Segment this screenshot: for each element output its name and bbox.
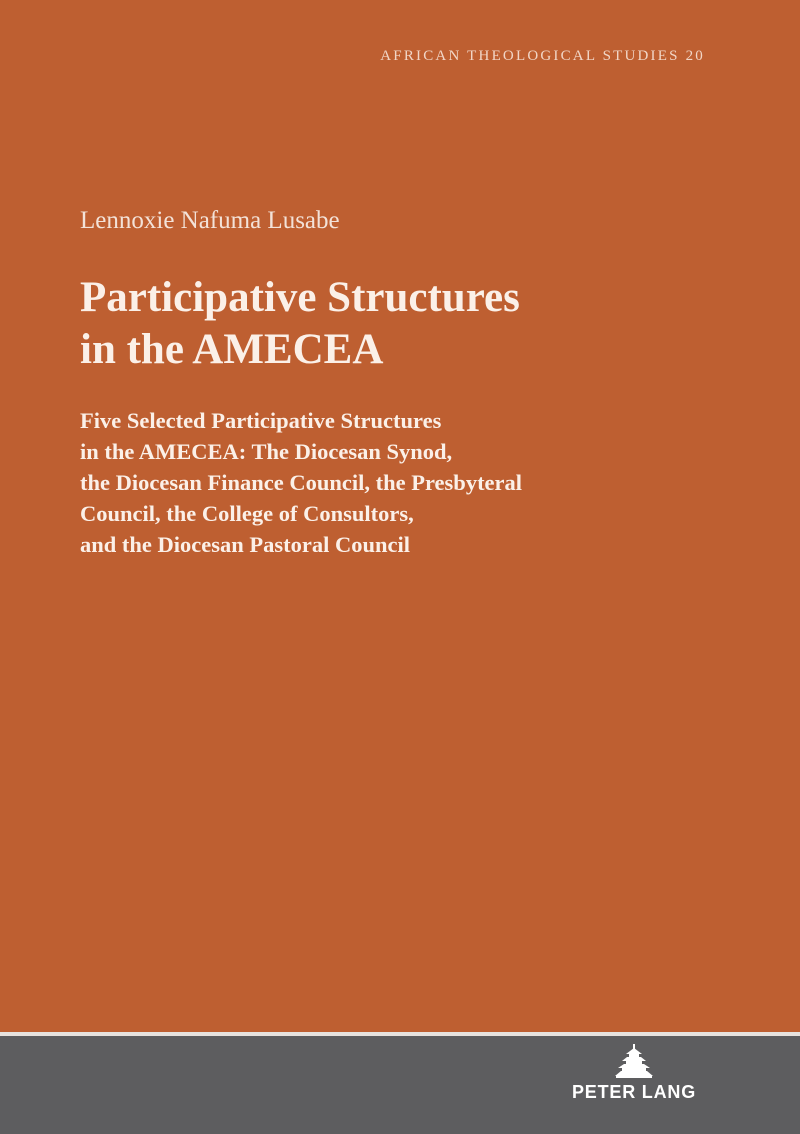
publisher-logo [564,1044,704,1103]
book-subtitle-line: the Diocesan Finance Council, the Presbyteral [80,470,523,495]
book-subtitle-line: Council, the College of Consultors, [80,501,414,526]
author-name: Lennoxie Nafuma Lusabe [80,207,340,234]
book-subtitle [80,405,770,560]
book-title-line: Participative Structures [80,274,520,321]
series-title: AFRICAN THEOLOGICAL STUDIES 20 [380,48,705,64]
book-subtitle-line: in the AMECEA: The Diocesan Synod, [80,439,453,464]
book-subtitle-line: and the Diocesan Pastoral Council [80,532,411,557]
book-subtitle-line: Five Selected Participative Structures [80,408,442,433]
publisher-name: PETER LANG [571,1082,696,1102]
book-title [80,272,760,376]
pagoda-icon [614,1044,654,1078]
book-title-line: in the AMECEA [80,326,384,373]
